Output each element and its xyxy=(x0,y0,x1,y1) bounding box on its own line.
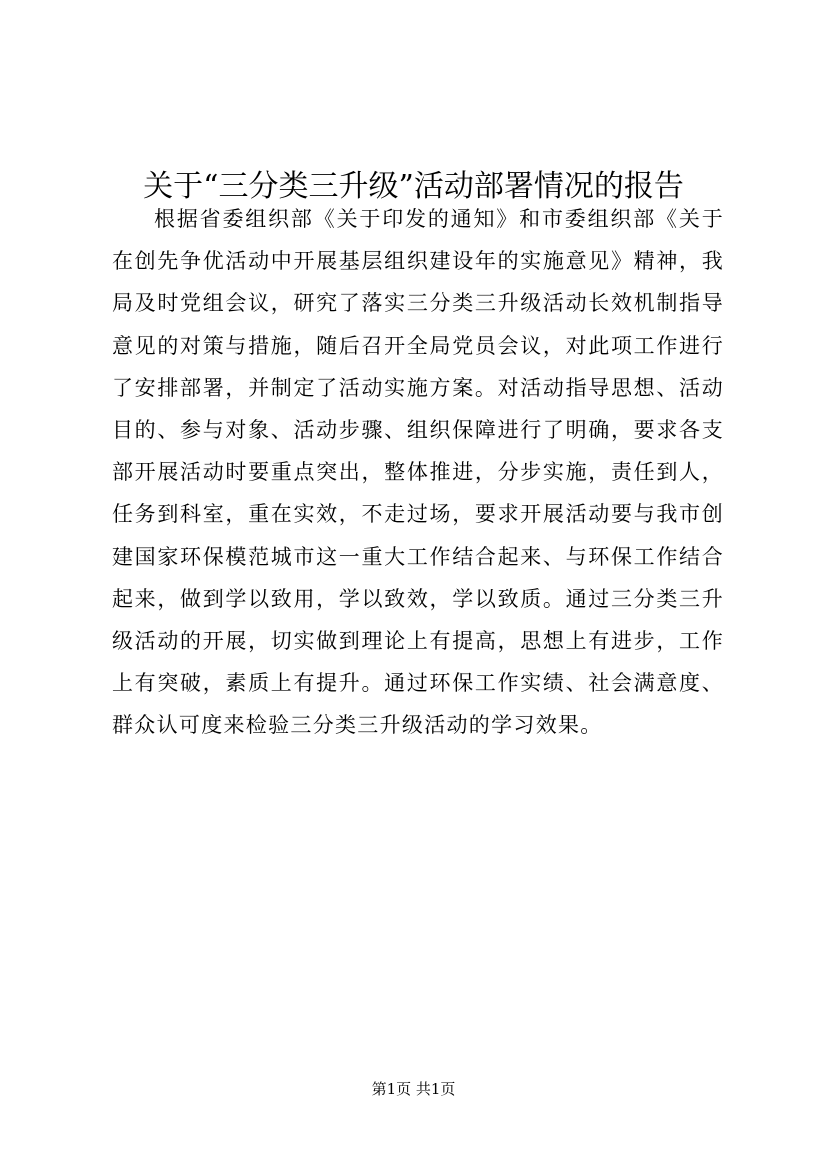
document-title: 关于“三分类三升级”活动部署情况的报告 xyxy=(143,169,684,205)
page-number-footer: 第1页 共1页 xyxy=(371,1080,456,1098)
body-paragraph: 根据省委组织部《关于印发的通知》和市委组织部《关于在创先争优活动中开展基层组织建设年的实施意见》精神，我局及时党组会议，研究了落实三分类三升级活动长效机制指导意见的对策与措施，随后召开全局党员会议，对此项工作进行了安排部署，并制定了活动实施方案。对活动指导思想、活动目的、参与对象、活动步骤、组织保障进行了明确，要求各支部开展活动时要重点突出，整体推进，分步实施，责任到人，任务到科室，重在实效，不走过场，要求开展活动要与我市创建国家环保模范城市这一重大工作结合起来、与环保工作结合起来，做到学以致用，学以致效，学以致质。通过三分类三升级活动的开展，切实做到理论上有提高，思想上有进步，工作上有突破，素质上有提升。通过环保工作实绩、社会满意度、群众认可度来检验三分类三升级活动的学习效果。 xyxy=(112,207,724,738)
